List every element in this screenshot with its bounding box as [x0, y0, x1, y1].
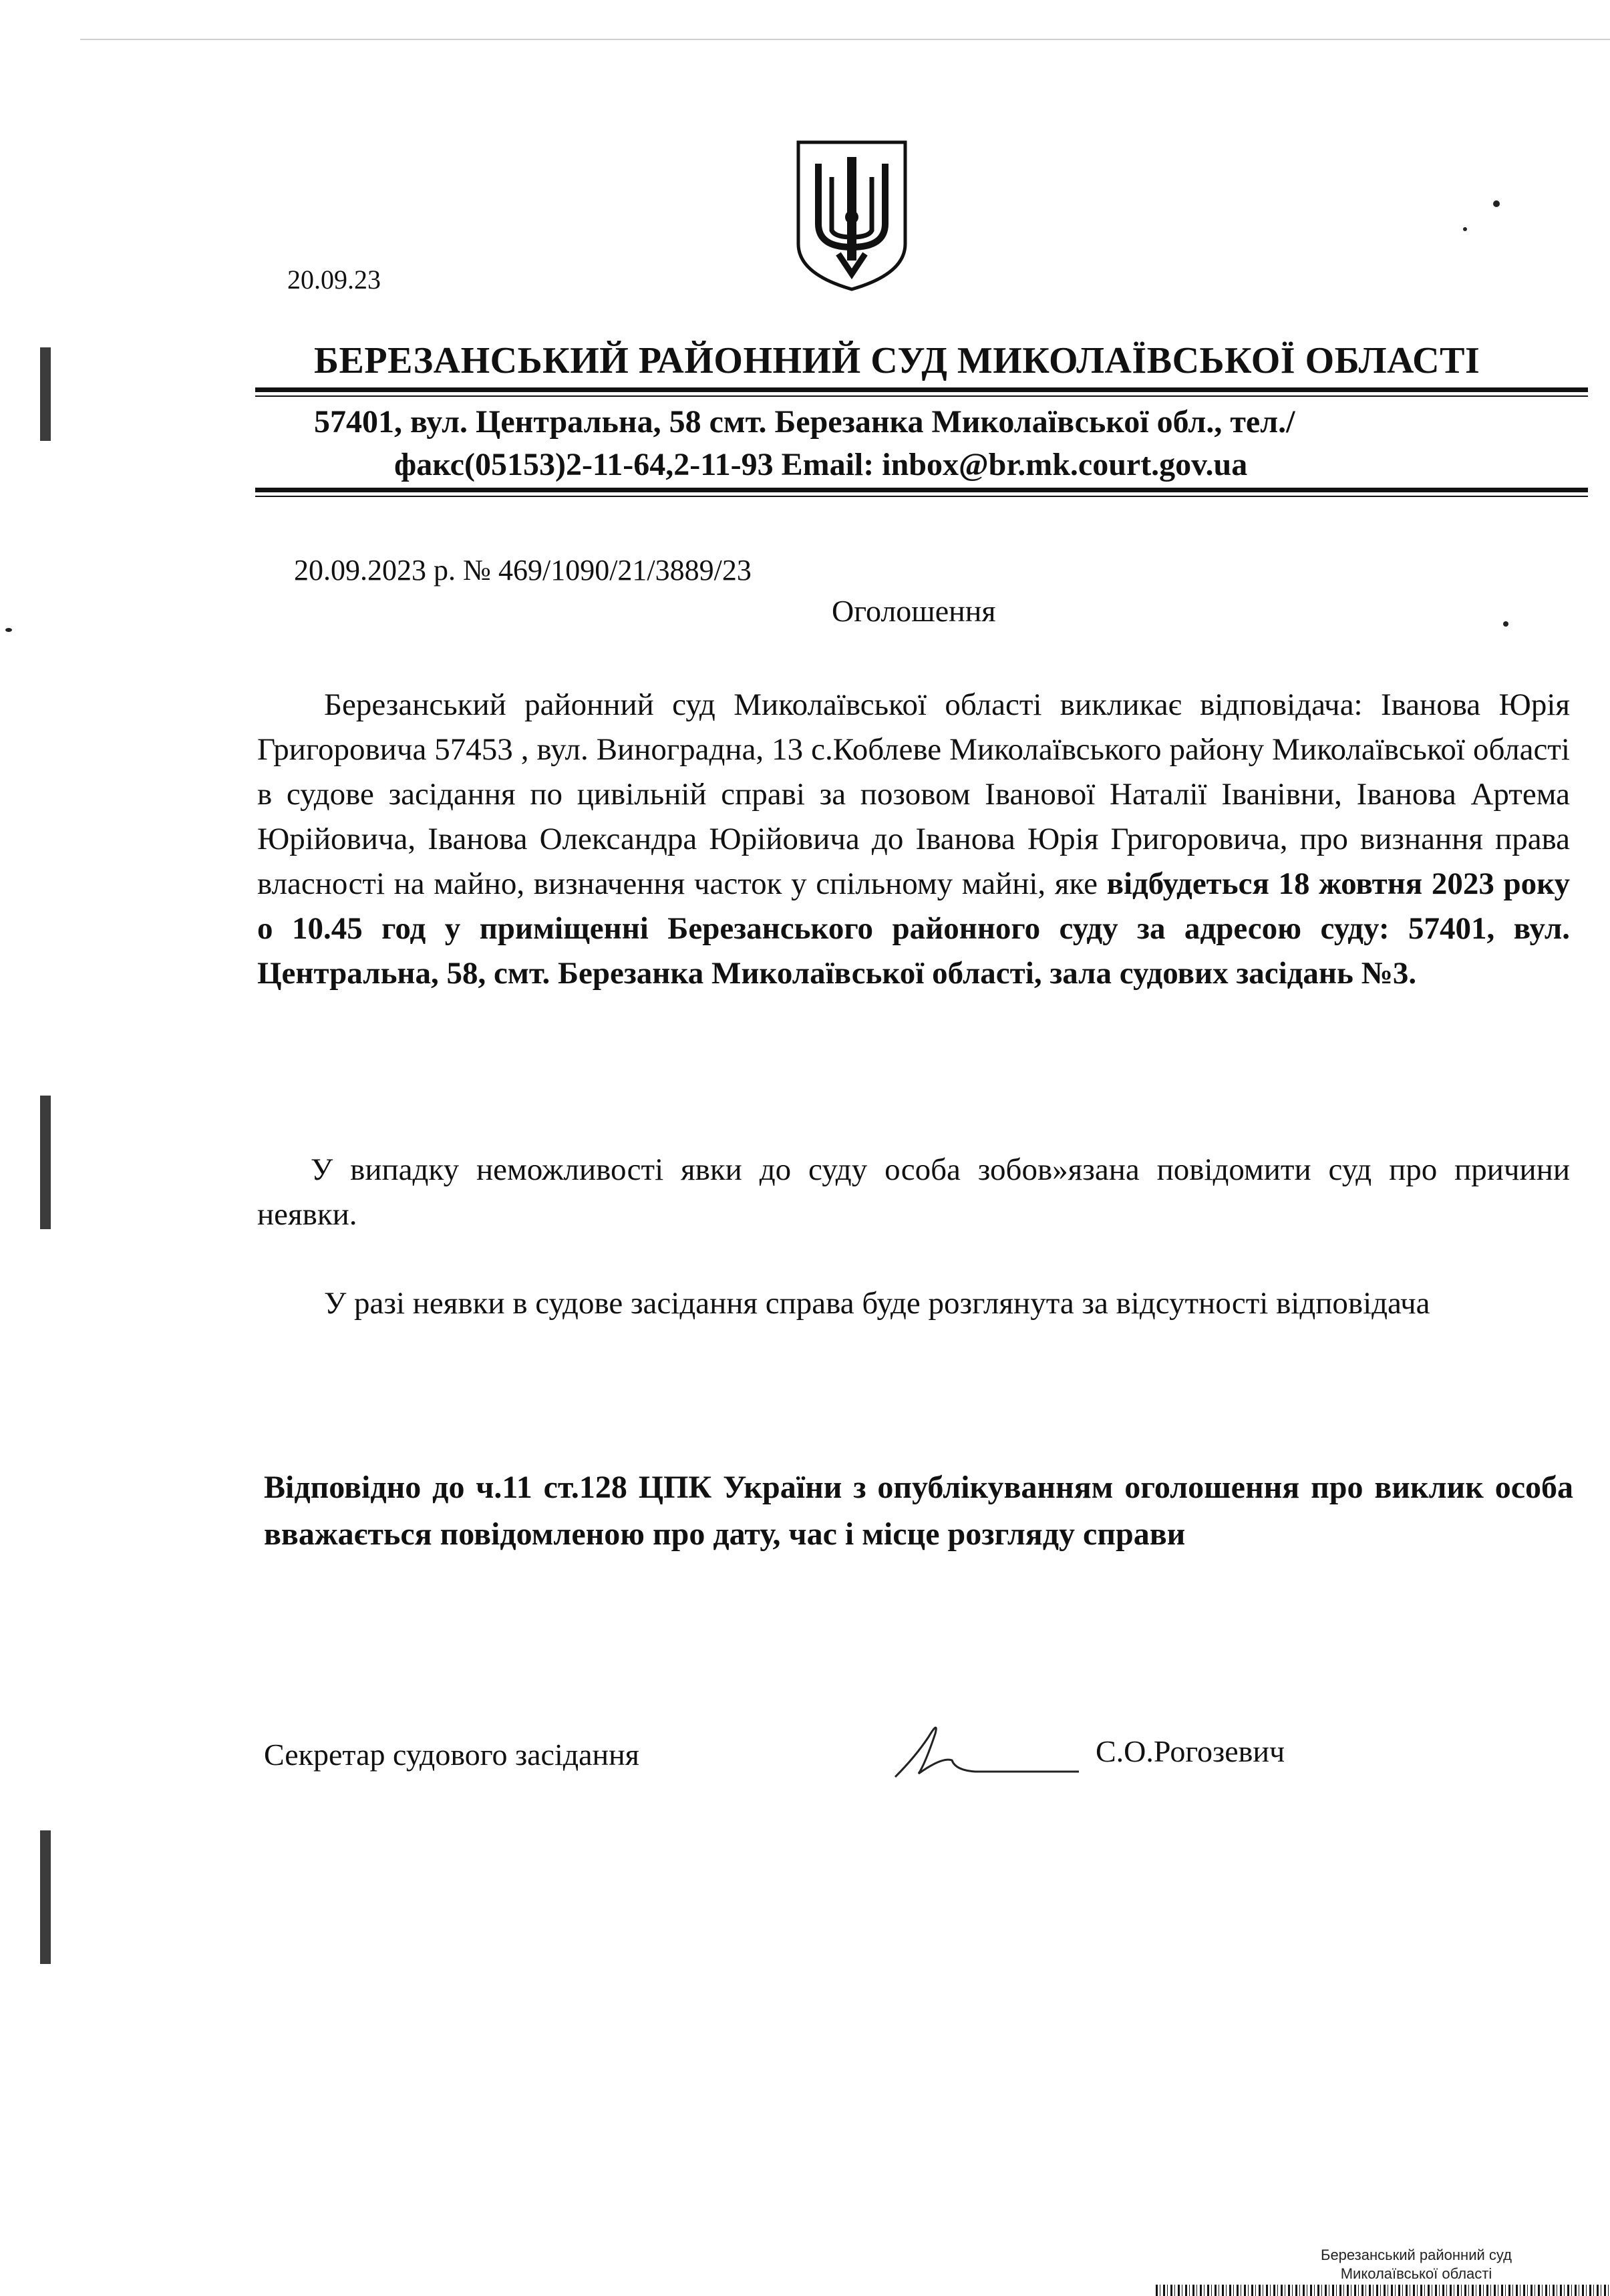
- handwritten-signature: [889, 1710, 1082, 1790]
- stamp-line: Миколаївської області: [1340, 2265, 1492, 2282]
- signatory-name: С.О.Рогозевич: [1096, 1734, 1285, 1768]
- stamp-line: Березанський районний суд: [1321, 2247, 1512, 2263]
- scan-artifact: [40, 1096, 51, 1229]
- scan-top-edge: [80, 39, 1610, 40]
- signatory-role: Секретар судового засідання: [264, 1738, 639, 1772]
- scan-artifact: [40, 1830, 51, 1964]
- summons-text: Березанський районний суд Миколаївської області викликає відповідача: Іванова Юрія Григоровича 57453 , вул. Виноградна, 13 с.Коблеве Миколаївського району Миколаївської області в судове засідання по цивільній справі за позовом Іванової Наталії Іванівни, Іванова Артема Юрійовича, Іванова Олександра Юрійовича до Іванова Юрія Григоровича, про визнання права власності на майно, визначення часток у спільному майні, яке: [257, 687, 1570, 901]
- scan-speck: [1493, 200, 1500, 207]
- court-address: 57401, вул. Центральна, 58 смт. Березанка Миколаївської обл., тел./: [314, 404, 1295, 440]
- registration-number: 20.09.2023 р. № 469/1090/21/3889/23: [294, 554, 752, 587]
- scan-speck: [1463, 227, 1467, 231]
- absence-notice-paragraph: У випадку неможливості явки до суду особа зобов»язана повідомити суд про причини неявки.: [257, 1152, 1570, 1232]
- header-rule: [255, 496, 1588, 497]
- default-hearing-paragraph: У разі неявки в судове засідання справа буде розглянута за відсутності відповідача: [324, 1286, 1430, 1321]
- header-rule: [255, 395, 1588, 397]
- document-date: 20.09.23: [287, 265, 381, 295]
- scan-speck: [5, 628, 12, 632]
- court-name: БЕРЕЗАНСЬКИЙ РАЙОННИЙ СУД МИКОЛАЇВСЬКОЇ ОБЛАСТІ: [314, 340, 1480, 381]
- barcode: [1156, 2285, 1610, 2296]
- scan-speck: [1503, 621, 1508, 627]
- header-rule: [255, 387, 1588, 392]
- header-rule: [255, 488, 1588, 492]
- document-title: Оголошення: [832, 594, 996, 628]
- hearing-details: відбудеться 18 жовтня 2023 року о 10.45 год у приміщенні Березанського районного суду за адресою суду: 57401, вул. Центральна, 58, смт. Березанка Миколаївської області, зала судових засідань №3.: [257, 866, 1571, 991]
- court-stamp: [1263, 2246, 1570, 2283]
- summons-paragraph: [257, 683, 1570, 996]
- trident-coat-of-arms-icon: [792, 137, 912, 294]
- scan-artifact: [40, 347, 51, 441]
- court-contacts: факс(05153)2-11-64,2-11-93 Email: inbox@br.mk.court.gov.ua: [394, 447, 1248, 482]
- legal-notice: Відповідно до ч.11 ст.128 ЦПК України з опублікуванням оголошення про виклик особа вважається повідомленою про дату, час і місце розгляду справи: [264, 1470, 1573, 1552]
